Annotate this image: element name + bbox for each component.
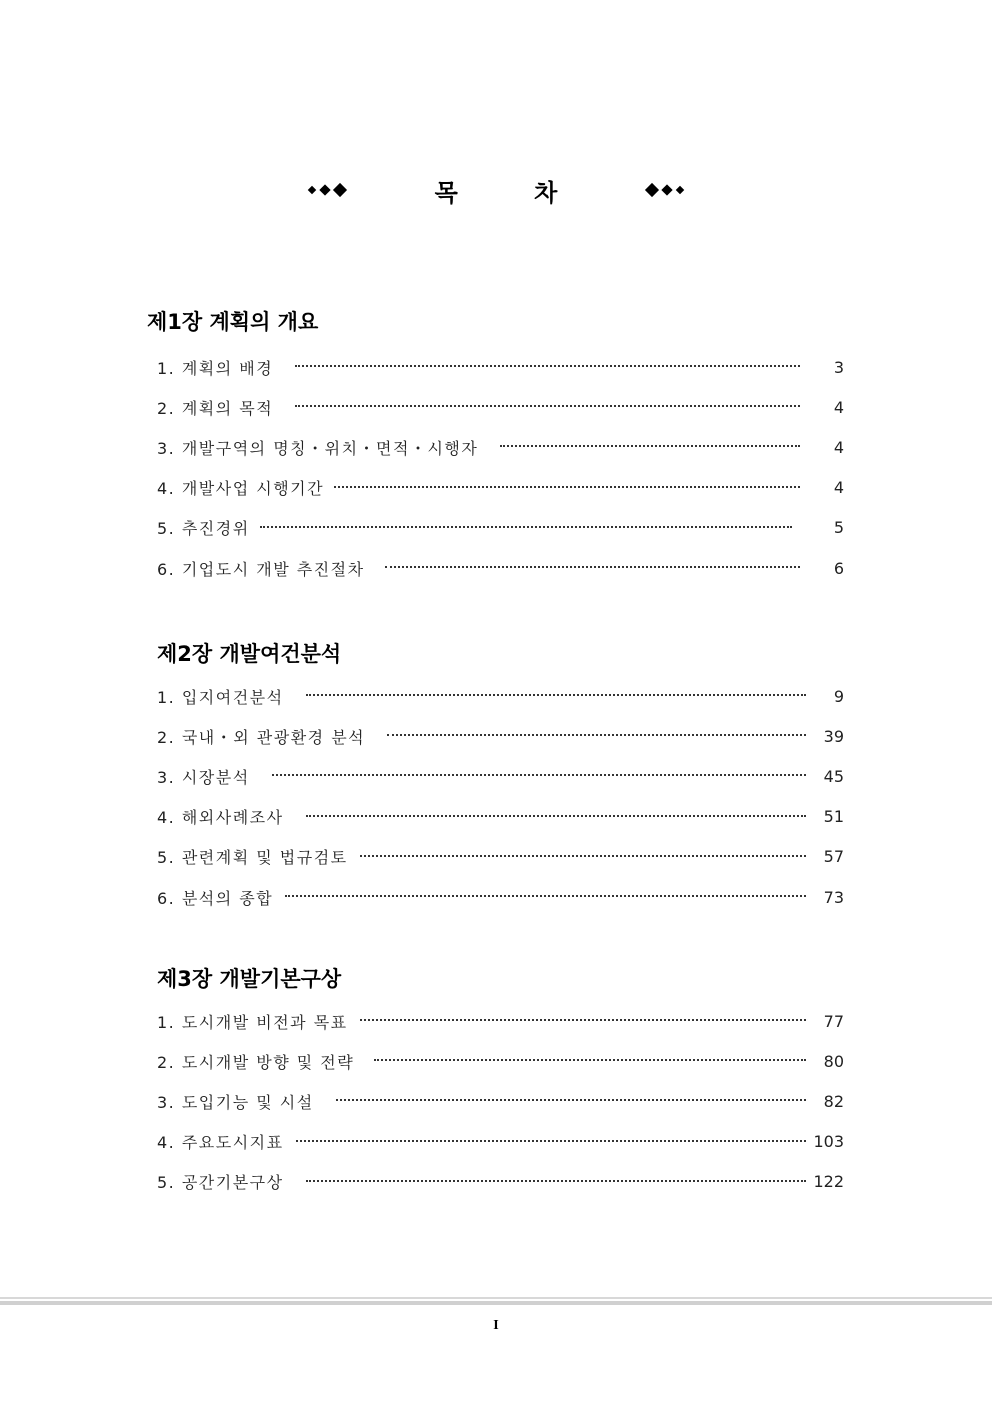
dot-leader [500, 445, 800, 447]
toc-entry[interactable] [157, 1122, 844, 1162]
dot-leader [306, 694, 806, 696]
footer-divider-thick [0, 1301, 992, 1305]
toc-entry[interactable] [157, 468, 844, 508]
toc-entry-page: 4 [833, 478, 844, 498]
toc-entry-label: 2. 국내・외 관광환경 분석 [157, 727, 366, 747]
toc-entry-label: 2. 도시개발 방향 및 전략 [157, 1052, 355, 1072]
toc-entry-page: 45 [823, 766, 844, 786]
dot-leader [272, 774, 806, 776]
toc-entry-page: 9 [833, 686, 844, 706]
diamond-icon [676, 186, 684, 194]
toc-entry-page: 51 [823, 807, 844, 827]
toc-entry[interactable] [157, 716, 844, 756]
toc-entry-page: 4 [833, 397, 844, 417]
toc-entry-label: 6. 기업도시 개발 추진절차 [157, 559, 365, 579]
toc-entry-label: 6. 분석의 종합 [157, 888, 274, 908]
toc-entry[interactable] [157, 756, 844, 796]
diamond-icon [307, 186, 315, 194]
toc-entry-label: 3. 시장분석 [157, 767, 250, 787]
toc-entry[interactable] [157, 1162, 844, 1202]
toc-entry-label: 5. 추진경위 [157, 519, 250, 539]
toc-entry-label: 1. 계획의 배경 [157, 358, 274, 378]
toc-list [0, 676, 844, 917]
title-decoration-left [309, 185, 345, 195]
toc-entry[interactable] [157, 387, 844, 427]
toc-entry-label: 2. 계획의 목적 [157, 398, 274, 418]
chapter-heading: 제2장 개발여건분석 [157, 642, 342, 666]
dot-leader [374, 1059, 806, 1061]
toc-entry-page: 57 [823, 847, 844, 867]
diamond-icon [645, 183, 659, 197]
dot-leader [306, 815, 806, 817]
dot-leader [295, 405, 800, 407]
title-decoration-right [647, 185, 683, 195]
toc-entry-page: 80 [823, 1051, 844, 1071]
chapter-heading: 제1장 계획의 개요 [147, 310, 319, 334]
toc-entry-page: 77 [823, 1011, 844, 1031]
page-title: 목 차 [434, 178, 592, 207]
toc-entry-page: 103 [813, 1132, 844, 1152]
toc-title-row [0, 170, 992, 210]
dot-leader [306, 1180, 806, 1182]
dot-leader [260, 526, 792, 528]
toc-entry[interactable] [157, 797, 844, 837]
dot-leader [296, 1140, 806, 1142]
toc-entry[interactable] [157, 427, 844, 467]
toc-entry-page: 6 [833, 558, 844, 578]
toc-entry[interactable] [157, 1001, 844, 1041]
toc-entry[interactable] [157, 347, 844, 387]
toc-entry[interactable] [157, 877, 844, 917]
toc-entry-page: 73 [823, 887, 844, 907]
chapter-3 [0, 961, 992, 1202]
toc-entry[interactable] [157, 676, 844, 716]
toc-list [0, 1001, 844, 1202]
toc-entry-label: 3. 개발구역의 명칭・위치・면적・시행자 [157, 438, 479, 458]
toc-entry-page: 122 [813, 1172, 844, 1192]
chapter-heading: 제3장 개발기본구상 [157, 967, 342, 991]
diamond-icon [319, 184, 330, 195]
diamond-icon [662, 184, 673, 195]
toc-entry[interactable] [157, 1041, 844, 1081]
dot-leader [385, 566, 800, 568]
dot-leader [285, 895, 806, 897]
toc-entry-page: 82 [823, 1091, 844, 1111]
toc-entry-label: 4. 주요도시지표 [157, 1133, 284, 1153]
dot-leader [387, 734, 806, 736]
toc-entry-page: 5 [833, 518, 844, 538]
toc-entry-page: 4 [833, 437, 844, 457]
dot-leader [336, 1099, 806, 1101]
toc-entry[interactable] [157, 837, 844, 877]
toc-entry[interactable] [157, 1081, 844, 1121]
chapter-1 [0, 304, 992, 588]
page-number: I [493, 1318, 499, 1333]
footer-divider [0, 1297, 992, 1299]
dot-leader [360, 855, 806, 857]
dot-leader [334, 486, 800, 488]
toc-entry-label: 1. 입지여건분석 [157, 687, 284, 707]
toc-entry-label: 4. 해외사례조사 [157, 808, 284, 828]
toc-entry-page: 39 [823, 726, 844, 746]
chapter-2 [0, 636, 992, 917]
toc-entry-page: 3 [833, 357, 844, 377]
toc-entry[interactable] [157, 548, 844, 588]
dot-leader [295, 365, 800, 367]
toc-entry-label: 5. 공간기본구상 [157, 1173, 284, 1193]
toc-entry-label: 1. 도시개발 비전과 목표 [157, 1012, 348, 1032]
diamond-icon [333, 183, 347, 197]
dot-leader [360, 1019, 806, 1021]
toc-entry-label: 3. 도입기능 및 시설 [157, 1092, 314, 1112]
toc-entry[interactable] [157, 508, 844, 548]
toc-list [0, 347, 844, 588]
toc-entry-label: 5. 관련계획 및 법규검토 [157, 848, 348, 868]
toc-entry-label: 4. 개발사업 시행기간 [157, 479, 325, 499]
